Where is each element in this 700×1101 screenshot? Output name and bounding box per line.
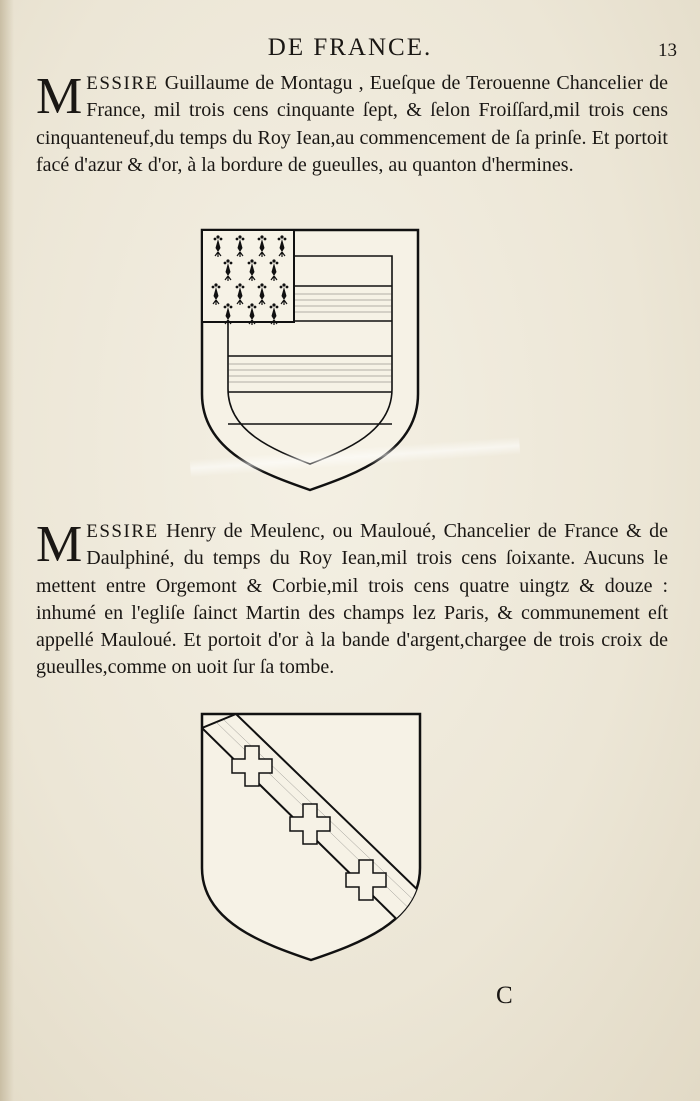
entry-title: ESSIRE (86, 521, 159, 542)
drop-cap: M (36, 516, 83, 573)
entry-meulenc (36, 518, 668, 682)
page-number: 13 (658, 40, 677, 61)
entry-text: Guillaume de Montagu , Eueſque de Terouenne Chancelier de France, mil trois cens cinquante ſept, & ſelon Froiſſard,mil trois cens cinquanteneuf,du temps du Roy Iean,au commencement de ſa prinſe. Et portoit facé d'azur & d'or, à la bordure de gueulles, au quanton d'hermines. (36, 72, 668, 176)
running-head: DE FRANCE. (267, 34, 433, 61)
page-gutter-shadow (0, 0, 14, 1101)
signature-mark: C (496, 982, 513, 1009)
entry-text: Henry de Meulenc, ou Mauloué, Chancelier de France & de Daulphiné, du temps du Roy Iean,mil trois cens ſoixante. Aucuns le mettent entre Orgemont & Corbie,mil trois cens quatre uingtz & douze : inhumé en l'egliſe ſainct Martin des champs lez Paris, & communement eſt appellé Mauloué. Et portoit d'or à la bande d'argent,chargee de trois croix de gueulles,comme on uoit ſur ſa tombe. (36, 520, 668, 679)
drop-cap: M (36, 68, 83, 125)
entry-title: ESSIRE (86, 73, 159, 94)
coat-of-arms-meulenc (196, 708, 426, 964)
entry-montagu (36, 70, 668, 179)
